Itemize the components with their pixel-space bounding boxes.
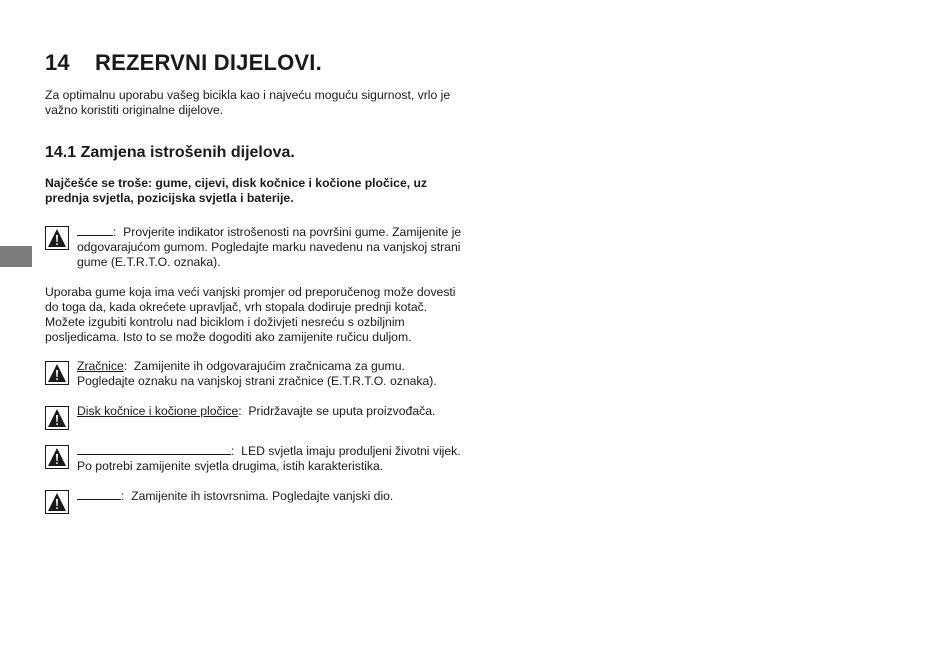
label-blank <box>77 224 113 236</box>
warning-triangle-icon <box>45 490 69 514</box>
warning-triangle-icon <box>45 445 69 469</box>
label-blank <box>77 488 121 500</box>
section-heading: 14.1 Zamjena istrošenih dijelova. <box>45 144 295 161</box>
warning-body: Pridržavajte se uputa proizvođača. <box>248 404 436 418</box>
warning-batteries <box>45 488 465 514</box>
intro-paragraph: Za optimalnu uporabu vašeg bicikla kao i najveću moguću sigurnost, vrlo je važno koristiti originalne dijelove. <box>45 88 451 117</box>
warning-label: Disk kočnice i kočione pločice <box>77 404 239 418</box>
tire-size-paragraph: Uporaba gume koja ima veći vanjski promjer od preporučenog može dovesti do toga da, kada okrećete upravljač, vrh stopala dodiruje prednji kotač. Možete izgubiti kontrolu nad biciklom i doživjeti nesreću s ozbiljnim posljedicama. Isto to se može dogoditi ako zamijenite ručicu duljom. <box>45 285 456 344</box>
chapter-heading <box>45 50 465 76</box>
page-content <box>45 50 465 514</box>
warning-text: : Zamijenite ih istovrsnima. Pogledajte vanjski dio. <box>77 488 465 504</box>
chapter-title: REZERVNI DIJELOVI. <box>95 50 322 75</box>
label-blank <box>77 443 231 455</box>
warning-body: Zamijenite ih istovrsnima. Pogledajte vanjski dio. <box>131 489 394 503</box>
warning-text: : LED svjetla imaju produljeni životni vijek. Po potrebi zamijenite svjetla drugima, istih karakteristika. <box>77 444 461 473</box>
warning-inner-tubes <box>45 359 465 389</box>
warning-brakes <box>45 404 465 430</box>
chapter-number: 14 <box>45 50 70 75</box>
warning-tires <box>45 224 465 270</box>
wear-note: Najčešće se troše: gume, cijevi, disk kočnice i kočione pločice, uz prednja svjetla, pozicijska svjetla i baterije. <box>45 176 428 205</box>
chapter-side-tab <box>0 246 32 267</box>
warning-lights <box>45 443 465 474</box>
warning-text: Disk kočnice i kočione pločice: Pridržavajte se uputa proizvođača. <box>77 404 436 418</box>
warning-body: LED svjetla imaju produljeni životni vijek. Po potrebi zamijenite svjetla drugima, istih karakteristika. <box>77 444 461 473</box>
warning-text: Zračnice: Zamijenite ih odgovarajućim zračnicama za gumu. Pogledajte oznaku na vanjskoj strani zračnice (E.T.R.T.O. oznaka). <box>77 359 437 388</box>
warning-body: Provjerite indikator istrošenosti na površini gume. Zamijenite je odgovarajućom gumom. Pogledajte marku navedenu na vanjskoj strani gume (E.T.R.T.O. oznaka). <box>77 225 462 269</box>
warning-text: : Provjerite indikator istrošenosti na površini gume. Zamijenite je odgovarajućom gumom. Pogledajte marku navedenu na vanjskoj strani gume (E.T.R.T.O. oznaka). <box>77 225 462 269</box>
warning-triangle-icon <box>45 406 69 430</box>
warning-body: Zamijenite ih odgovarajućim zračnicama za gumu. Pogledajte oznaku na vanjskoj strani zračnice (E.T.R.T.O. oznaka). <box>77 359 437 388</box>
warning-triangle-icon <box>45 361 69 385</box>
warning-label: Zračnice <box>77 359 124 373</box>
warning-triangle-icon <box>45 226 69 250</box>
